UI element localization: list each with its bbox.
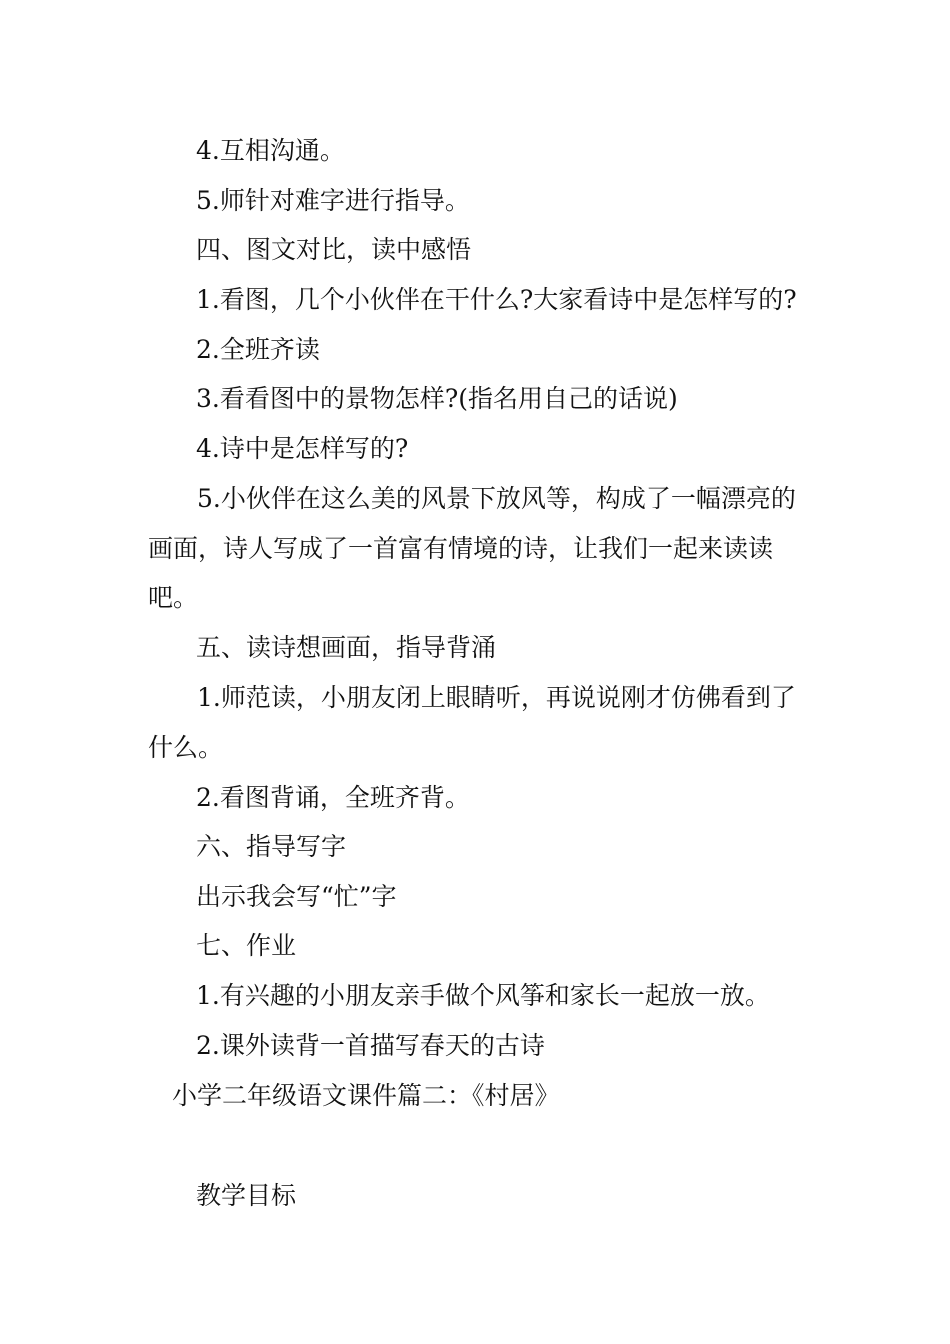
text-line: 4.诗中是怎样写的? <box>196 434 409 463</box>
section-title: 小学二年级语文课件篇二：《村居》 <box>172 1081 560 1110</box>
text-line: 2.看图背诵，全班齐背。 <box>196 783 470 812</box>
text-line: 5.师针对难字进行指导。 <box>196 186 470 215</box>
text-line: 2.全班齐读 <box>196 335 320 364</box>
paragraph: 1.师范读，小朋友闭上眼睛听，再说说刚才仿佛看到了什么。 <box>148 683 796 762</box>
section-heading: 七、作业 <box>196 931 297 960</box>
text-line: 出示我会写“忙”字 <box>196 882 397 911</box>
paragraph: 5.小伙伴在这么美的风景下放风等，构成了一幅漂亮的画面，诗人写成了一首富有情境的诗，让我们一起来读读吧。 <box>148 484 796 612</box>
text-line: 1.看图，几个小伙伴在干什么?大家看诗中是怎样写的? <box>196 285 797 314</box>
text-line: 1.有兴趣的小朋友亲手做个风筝和家长一起放一放。 <box>196 981 770 1010</box>
text-line: 3.看看图中的景物怎样?(指名用自己的话说) <box>196 384 678 413</box>
text-line: 2.课外读背一首描写春天的古诗 <box>196 1031 545 1060</box>
section-heading: 六、指导写字 <box>196 832 347 861</box>
text-line: 4.互相沟通。 <box>196 136 345 165</box>
subheading: 教学目标 <box>196 1181 297 1210</box>
section-heading: 四、图文对比，读中感悟 <box>196 235 472 264</box>
section-heading: 五、读诗想画面，指导背涌 <box>196 633 497 662</box>
